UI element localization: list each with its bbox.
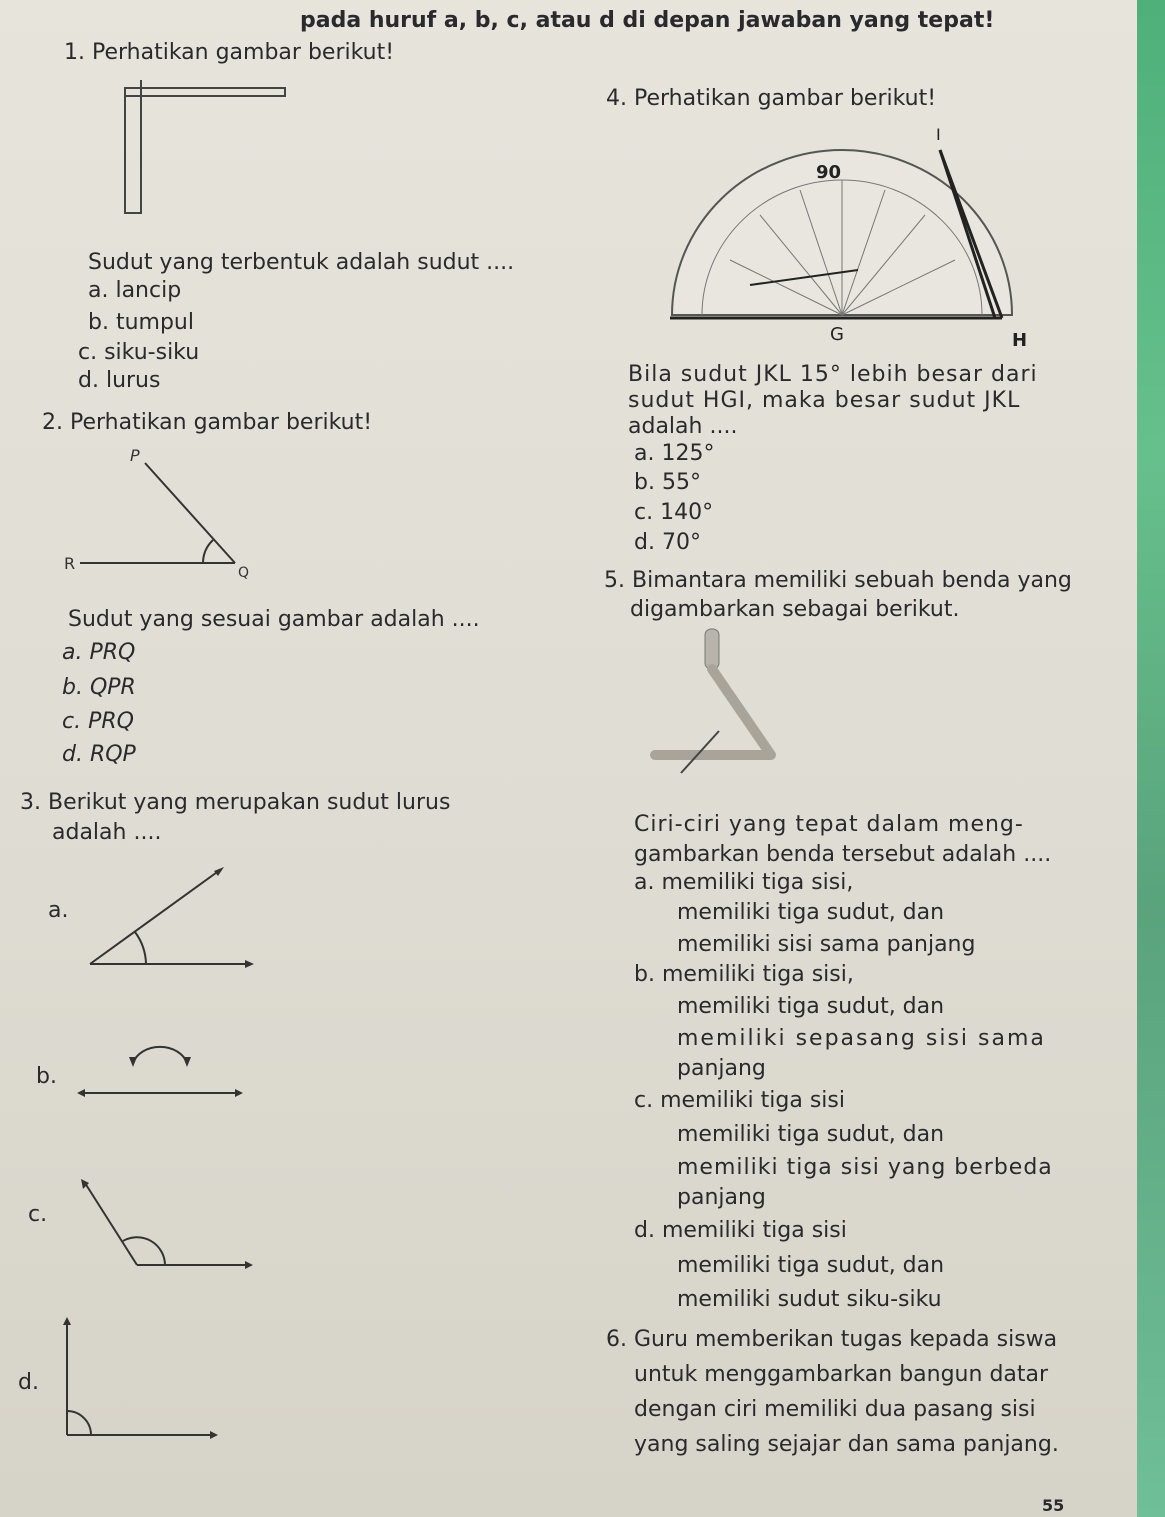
q5-option-b-line2: memiliki tiga sudut, dan xyxy=(677,994,945,1019)
q3-figure-a xyxy=(80,860,260,980)
q2-option-d[interactable]: d. RQP xyxy=(62,742,136,767)
q5-triangle-instrument-figure xyxy=(645,625,795,780)
q5-question-line1: Ciri-ciri yang tepat dalam meng- xyxy=(634,812,1024,837)
q1-option-b[interactable]: b. tumpul xyxy=(88,310,194,335)
q5-option-b-line1[interactable]: b. memiliki tiga sisi, xyxy=(634,962,854,987)
q5-option-d-line1[interactable]: d. memiliki tiga sisi xyxy=(634,1218,847,1243)
q2-figure xyxy=(60,445,260,585)
q2-label-p: P xyxy=(130,446,140,465)
q2-label-q: Q xyxy=(238,565,250,581)
q4-title: 4. Perhatikan gambar berikut! xyxy=(606,86,937,111)
q3-title-line1: 3. Berikut yang merupakan sudut lurus xyxy=(20,790,451,815)
q5-option-d-line2: memiliki tiga sudut, dan xyxy=(677,1253,945,1278)
q2-question: Sudut yang sesuai gambar adalah .... xyxy=(68,607,480,632)
q2-option-c[interactable]: c. PRQ xyxy=(62,709,134,734)
q4-text-line1: Bila sudut JKL 15° lebih besar dari xyxy=(628,362,1038,387)
q5-option-d-line3: memiliki sudut siku-siku xyxy=(677,1287,942,1312)
q1-title: 1. Perhatikan gambar berikut! xyxy=(64,40,395,65)
q4-option-d[interactable]: d. 70° xyxy=(634,530,701,555)
q5-option-a-line1[interactable]: a. memiliki tiga sisi, xyxy=(634,870,854,895)
q3-option-c-label[interactable]: c. xyxy=(28,1202,48,1227)
q2-option-a[interactable]: a. PRQ xyxy=(62,640,136,665)
q1-option-d[interactable]: d. lurus xyxy=(78,368,161,393)
q4-option-c[interactable]: c. 140° xyxy=(634,500,714,525)
q6-line1: 6. Guru memberikan tugas kepada siswa xyxy=(606,1327,1058,1352)
q3-title-line2: adalah .... xyxy=(52,820,162,845)
q3-option-b-label[interactable]: b. xyxy=(36,1064,57,1089)
q4-text-line2: sudut HGI, maka besar sudut JKL xyxy=(628,388,1021,413)
q5-option-c-line4: panjang xyxy=(677,1185,766,1210)
q2-title: 2. Perhatikan gambar berikut! xyxy=(42,410,373,435)
q4-text-line3: adalah .... xyxy=(628,414,738,439)
q5-title-line2: digambarkan sebagai berikut. xyxy=(630,597,960,622)
q3-figure-c xyxy=(75,1175,265,1275)
q5-option-a-line2: memiliki tiga sudut, dan xyxy=(677,900,945,925)
q5-option-c-line3: memiliki tiga sisi yang berbeda xyxy=(677,1155,1053,1180)
q4-label-g: G xyxy=(830,324,844,345)
q1-option-c[interactable]: c. siku-siku xyxy=(78,340,200,365)
q3-figure-d xyxy=(55,1315,225,1445)
q1-figure xyxy=(110,70,300,220)
q3-option-d-label[interactable]: d. xyxy=(18,1370,39,1395)
q5-option-c-line2: memiliki tiga sudut, dan xyxy=(677,1122,945,1147)
q4-option-a[interactable]: a. 125° xyxy=(634,441,715,466)
q6-line4: yang saling sejajar dan sama panjang. xyxy=(634,1432,1059,1457)
q2-label-r: R xyxy=(64,554,76,573)
q4-label-i: I xyxy=(936,125,941,144)
page-edge xyxy=(1137,0,1165,1517)
instruction-header: pada huruf a, b, c, atau d di depan jawaban yang tepat! xyxy=(300,8,995,33)
page-number: 55 xyxy=(1042,1496,1065,1515)
q4-label-90: 90 xyxy=(816,162,842,183)
q3-option-a-label[interactable]: a. xyxy=(48,898,69,923)
q4-protractor-figure xyxy=(650,120,1040,355)
q5-question-line2: gambarkan benda tersebut adalah .... xyxy=(634,842,1052,867)
q4-option-b[interactable]: b. 55° xyxy=(634,470,701,495)
q5-option-b-line3: memiliki sepasang sisi sama xyxy=(677,1026,1046,1051)
q5-option-c-line1[interactable]: c. memiliki tiga sisi xyxy=(634,1088,845,1113)
q2-option-b[interactable]: b. QPR xyxy=(62,675,136,700)
q6-line2: untuk menggambarkan bangun datar xyxy=(634,1362,1049,1387)
q3-figure-b xyxy=(75,1035,255,1105)
q5-title-line1: 5. Bimantara memiliki sebuah benda yang xyxy=(604,568,1072,593)
q4-label-h: H xyxy=(1012,330,1028,351)
q1-question: Sudut yang terbentuk adalah sudut .... xyxy=(88,250,515,275)
q6-line3: dengan ciri memiliki dua pasang sisi xyxy=(634,1397,1036,1422)
q5-option-a-line3: memiliki sisi sama panjang xyxy=(677,932,976,957)
q1-option-a[interactable]: a. lancip xyxy=(88,278,182,303)
q5-option-b-line4: panjang xyxy=(677,1056,766,1081)
